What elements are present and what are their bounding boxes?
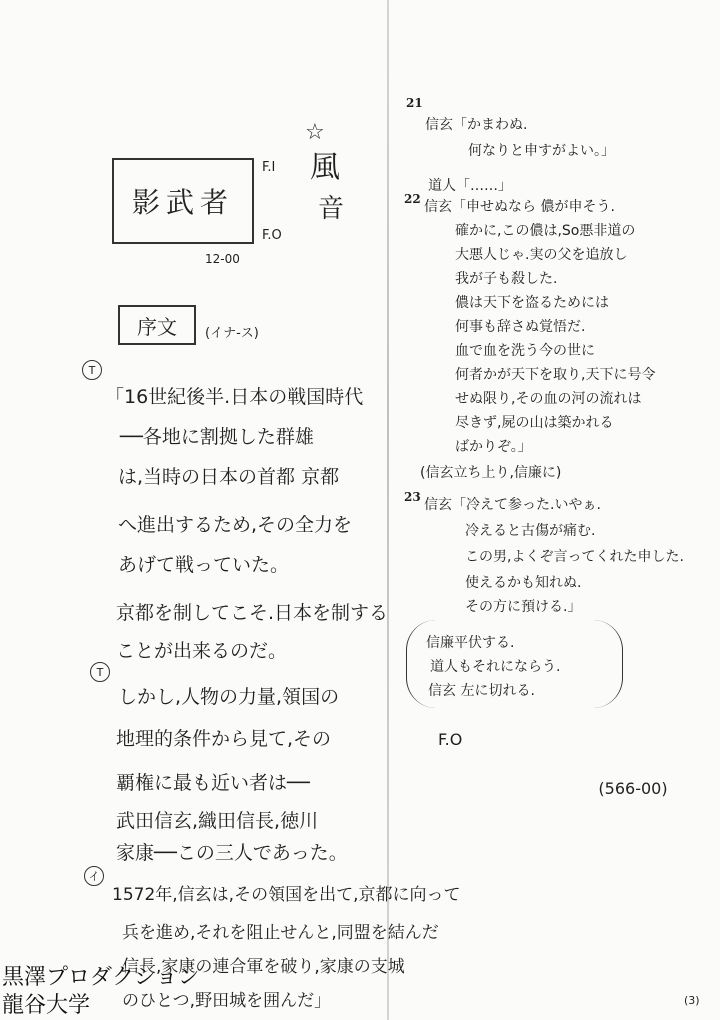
preface-box xyxy=(118,305,196,345)
scene-22-line: 我が子も殺した. xyxy=(455,271,558,287)
wind-sound-bottom: 音 xyxy=(318,194,345,224)
marker-t-1: T xyxy=(82,360,102,380)
scene-23-stage-line: 信玄 左に切れる. xyxy=(428,683,535,699)
scene-22-line: ばかりぞ。」 xyxy=(455,439,532,455)
page-fold xyxy=(387,0,389,1020)
preface-line: 京都を制してこそ.日本を制する xyxy=(116,602,389,624)
fade-out-label: F.O xyxy=(262,228,282,243)
title-box xyxy=(112,158,254,244)
preface-line: のひとつ,野田城を囲んだ」 xyxy=(122,991,332,1011)
preface-line: しかし,人物の力量,領国の xyxy=(118,686,340,708)
wind-sound-top: 風 xyxy=(310,150,340,185)
scene-22-line: 大悪人じゃ.実の父を追放し xyxy=(455,247,628,263)
page-number: (3) xyxy=(684,994,700,1007)
watermark-line-2: 龍谷大学 xyxy=(2,993,91,1018)
marker-t-2: T xyxy=(90,662,110,682)
scene-23-line: その方に預ける.」 xyxy=(465,599,582,615)
scene-23-fade-out: F.O xyxy=(438,730,463,749)
scene-22-line: 何者かが天下を取り,天下に号令 xyxy=(455,367,656,383)
fade-in-label: F.I xyxy=(262,160,276,175)
preface-line: 武田信玄,織田信長,徳川 xyxy=(116,810,319,832)
total-time: (566-00) xyxy=(598,778,668,798)
preface-label: 序文 xyxy=(137,314,177,339)
scene-number-23: 23 xyxy=(404,490,421,504)
preface-line: 「16世紀後半.日本の戦国時代 xyxy=(105,386,364,408)
star-mark: ☆ xyxy=(305,120,325,145)
scene-number-21: 21 xyxy=(406,96,423,110)
preface-line: 1572年,信玄は,その領国を出て,京都に向って xyxy=(112,885,461,905)
scene-23-line: 使えるかも知れぬ. xyxy=(465,575,582,591)
scene-22-line: 儂は天下を盗るためには xyxy=(455,295,609,311)
scene-22-line: 確かに,この儂は,So悪非道の xyxy=(455,223,636,239)
preface-line: ことが出来るのだ。 xyxy=(116,640,288,662)
scene-22-line: 信玄「申せぬなら 儂が申そう. xyxy=(424,199,615,215)
preface-line: 家康──この三人であった。 xyxy=(116,842,348,864)
scene-22-line: 何事も辞さぬ覚悟だ. xyxy=(455,319,586,335)
scene-22-stage-direction: (信玄立ち上り,信廉に) xyxy=(420,465,562,481)
scene-21-line: 何なりと申すがよい。」 xyxy=(468,143,615,159)
scene-22-line: 血で血を洗う今の世に xyxy=(455,343,595,359)
preface-note: (イナ-ス) xyxy=(205,326,259,341)
preface-line: 兵を進め,それを阻止せんと,同盟を結んだ xyxy=(122,923,439,943)
title-time: 12-00 xyxy=(205,252,240,266)
scene-number-22: 22 xyxy=(404,192,421,206)
scene-23-stage-line: 信廉平伏する. xyxy=(426,635,515,651)
scene-23-line: この男,よくぞ言ってくれた申した. xyxy=(465,549,684,565)
film-title: 影武者 xyxy=(131,186,234,219)
scene-21-line: 信玄「かまわぬ. xyxy=(425,117,528,133)
marker-i: イ xyxy=(84,866,104,886)
scene-23-stage-line: 道人もそれにならう. xyxy=(430,659,561,675)
preface-line: へ進出するため,その全力を xyxy=(118,514,353,536)
preface-line: あげて戦っていた。 xyxy=(118,554,290,576)
preface-line: は,当時の日本の首都 京都 xyxy=(118,466,340,488)
scene-23-line: 信玄「冷えて参った.いやぁ. xyxy=(424,497,601,513)
scene-22-line: せぬ限り,その血の河の流れは xyxy=(455,391,642,407)
preface-line: 信長,家康の連合軍を破り,家康の支城 xyxy=(122,957,405,977)
preface-line: ──各地に割拠した群雄 xyxy=(120,426,314,448)
scene-22-line: 尽きず,屍の山は築かれる xyxy=(455,415,614,431)
preface-line: 覇権に最も近い者は── xyxy=(116,772,310,794)
scene-22-line: 道人「……」 xyxy=(428,178,512,194)
preface-line: 地理的条件から見て,その xyxy=(116,728,332,750)
watermark-line-1: 黒澤プロダクション xyxy=(2,965,200,990)
scene-23-line: 冷えると古傷が痛む. xyxy=(465,523,596,539)
